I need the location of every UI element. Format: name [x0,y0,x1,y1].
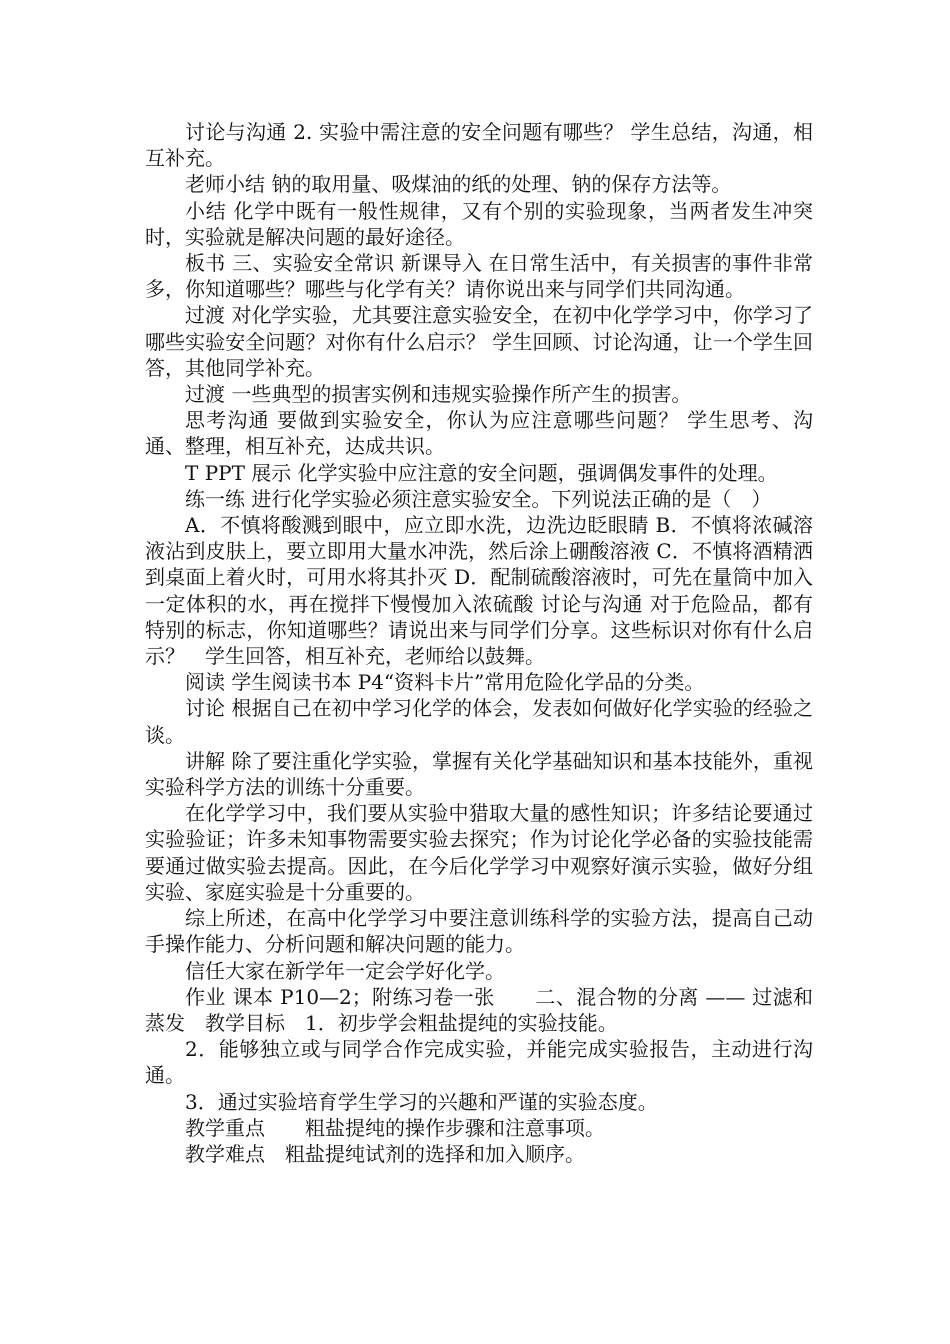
paragraph-ppt: T PPT 展示 化学实验中应注意的安全问题，强调偶发事件的处理。 [185,460,778,485]
paragraph-objective-2: 2．能够独立或与同学合作完成实验，并能完成实验报告，主动进行沟通。 [145,1037,813,1088]
document-page [145,119,813,1167]
paragraph-exercise-options: A．不慎将酸溅到眼中，应立即水洗，边洗边眨眼睛 B．不慎将浓碱溶液沾到皮肤上，要立即用大量水冲洗，然后涂上硼酸溶液 C．不慎将酒精洒到桌面上着火时，可用水将其扑灭 D．配制硫酸溶液时，可先在量筒中加入一定体积的水，再在搅拌下慢慢加入浓硫酸 讨论与沟通 对于危险品，都有特别的标志，你知道哪些？请说出来与同学们分享。这些标识对你有什么启示？ 学生回答，相互补充，老师给以鼓舞。 [145,513,813,669]
paragraph-learning: 在化学学习中，我们要从实验中猎取大量的感性知识；许多结论要通过实验验证；许多未知事物需要实验去探究；作为讨论化学必备的实验技能需要通过做实验去提高。因此，在今后化学学习中观察好演示实验，做好分组实验、家庭实验是十分重要的。 [145,801,813,904]
paragraph-explanation: 讲解 除了要注重化学实验，掌握有关化学基础知识和基本技能外，重视实验科学方法的训练十分重要。 [145,748,813,800]
paragraph-summary: 小结 化学中既有一般性规律，又有个别的实验现象，当两者发生冲突时，实验就是解决问题的最好途径。 [145,198,813,249]
paragraph-teacher-summary: 老师小结 钠的取用量、吸煤油的纸的处理、钠的保存方法等。 [185,172,732,197]
paragraph-blackboard: 板书 三、实验安全常识 新课导入 在日常生活中，有关损害的事件非常多，你知道哪些？哪些与化学有关？请你说出来与同学们共同沟通。 [145,251,813,302]
paragraph-transition-2: 过渡 一些典型的损害实例和违规实验操作所产生的损害。 [185,382,692,407]
paragraph-objective-3: 3．通过实验培育学生学习的兴趣和严谨的实验态度。 [185,1089,658,1114]
paragraph-discussion: 讨论 根据自己在初中学习化学的体会，发表如何做好化学实验的经验之谈。 [145,696,813,747]
paragraph-reading: 阅读 学生阅读书本 P4“资料卡片”常用危险化学品的分类。 [185,670,705,695]
paragraph-discussion-safety: 讨论与沟通 2. 实验中需注意的安全问题有哪些？ 学生总结，沟通，相互补充。 [145,120,813,171]
paragraph-transition-1: 过渡 对化学实验，尤其要注意实验安全，在初中化学学习中，你学习了哪些实验安全问题？对你有什么启示？ 学生回顾、讨论沟通，让一个学生回答，其他同学补充。 [145,303,813,380]
paragraph-conclusion: 综上所述，在高中化学学习中要注意训练科学的实验方法，提高自己动手操作能力、分析问题和解决问题的能力。 [145,906,813,957]
paragraph-key-point: 教学重点 粗盐提纯的操作步骤和注意事项。 [185,1115,605,1140]
paragraph-homework: 作业 课本 P10—2；附练习卷一张 二、混合物的分离 —— 过滤和蒸发 教学目标 1．初步学会粗盐提纯的实验技能。 [145,984,813,1035]
paragraph-think-discuss: 思考沟通 要做到实验安全，你认为应注意哪些问题？ 学生思考、沟通、整理，相互补充，达成共识。 [145,408,813,459]
paragraph-difficulty: 教学难点 粗盐提纯试剂的选择和加入顺序。 [185,1141,585,1166]
paragraph-trust: 信任大家在新学年一定会学好化学。 [185,958,505,983]
paragraph-exercise: 练一练 进行化学实验必须注意实验安全。下列说法正确的是（ ） [185,486,772,511]
